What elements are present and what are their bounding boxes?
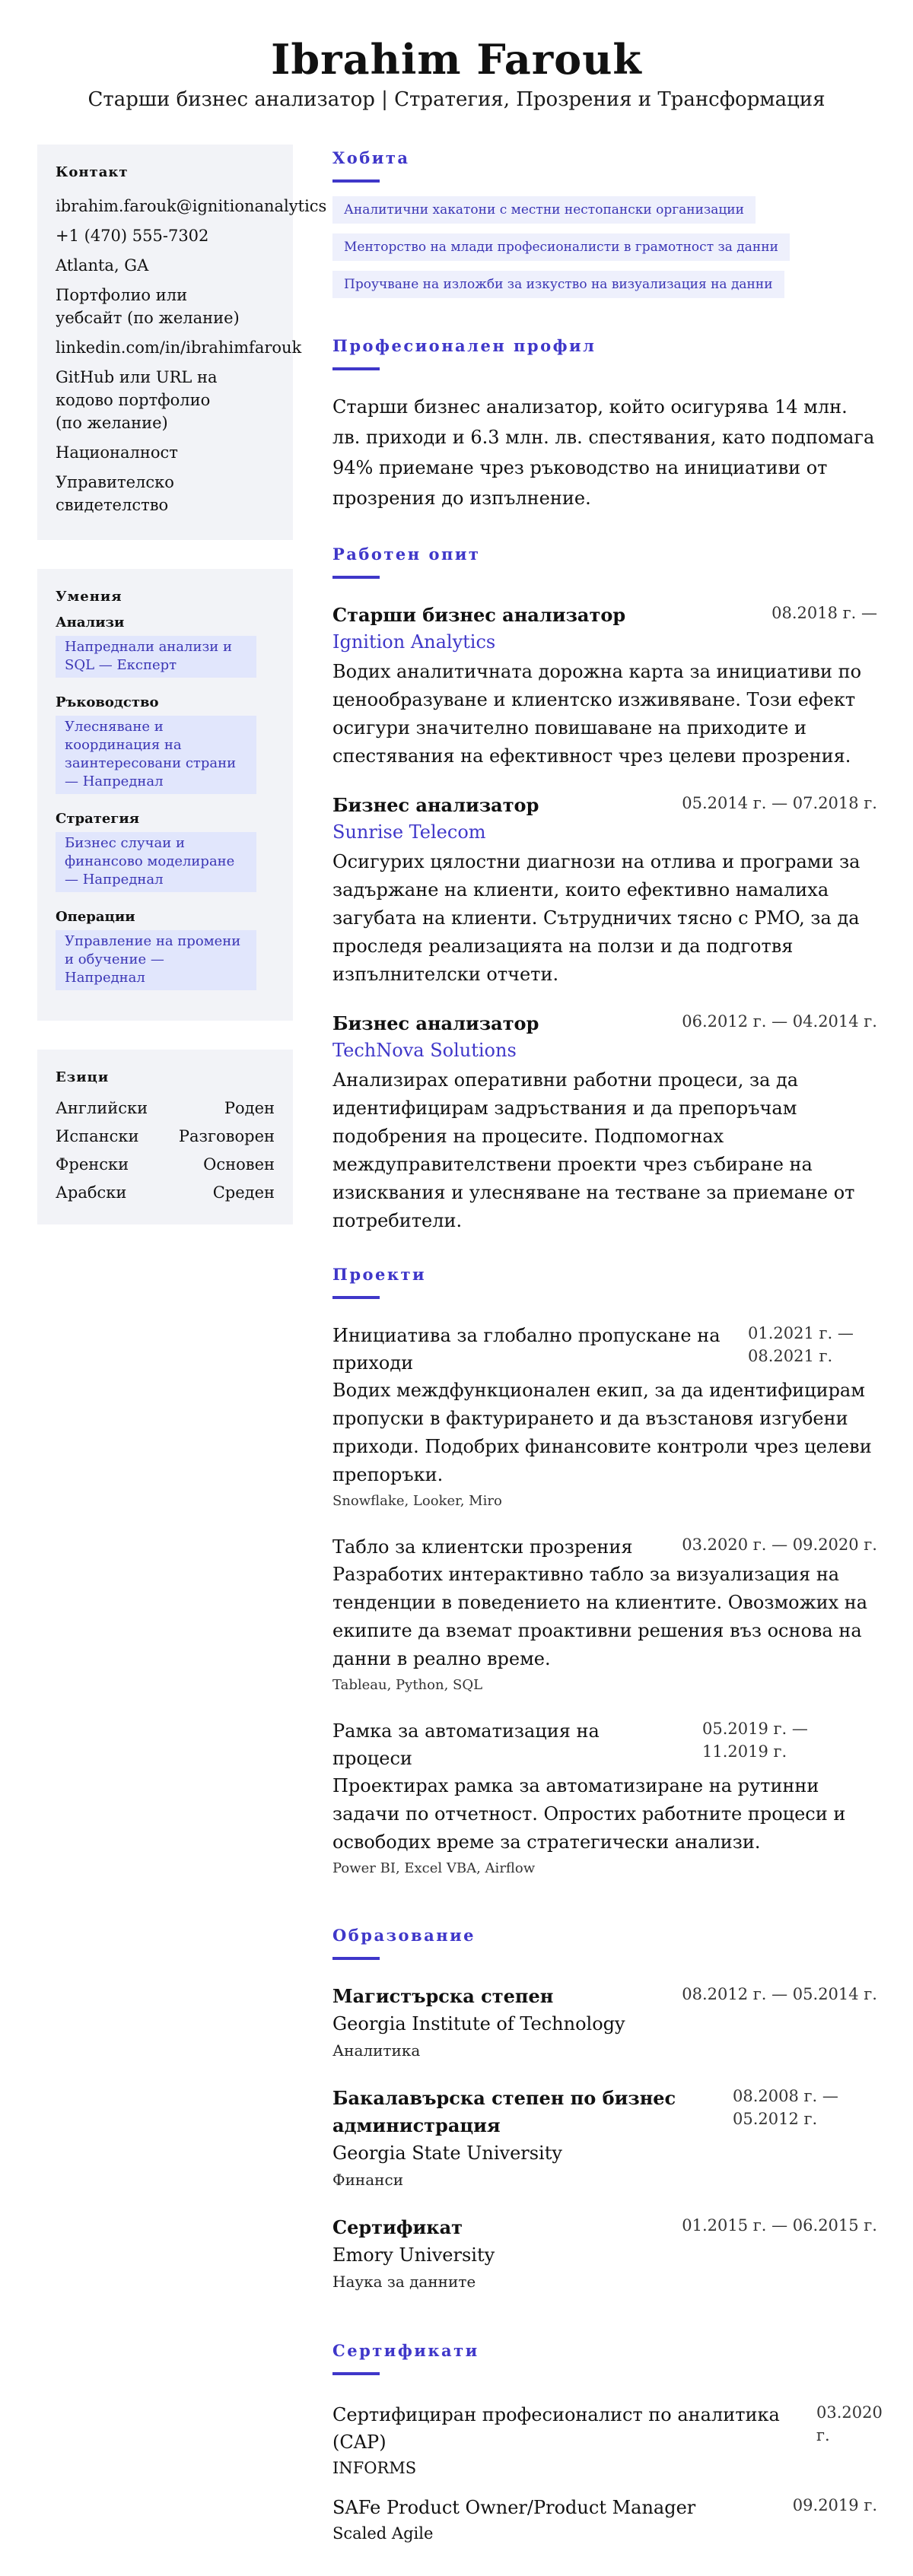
- school-name: Georgia Institute of Technology: [332, 2013, 625, 2034]
- project-entry: [332, 1322, 877, 1512]
- skill-chip: Улесняване и координация на заинтересовани страни — Напреднал: [56, 716, 256, 794]
- hobby-chip: Менторство на млади професионалисти в грамотност за данни: [332, 233, 790, 261]
- skill-group-title: Операции: [56, 909, 135, 925]
- job-title: Бизнес анализатор: [332, 1012, 539, 1034]
- entry-header: [332, 1533, 877, 1561]
- skill-group-title: Ръководство: [56, 694, 159, 710]
- job-description: Анализирах оперативни работни процеси, за да идентифицирам задръствания и да препоръчам подобрения на процесите. Подпомогнах междуправителствени проекти чрез събиране на изисквания и улесняване на тестване за приемане от потребители.: [332, 1069, 855, 1231]
- skills-title: Умения: [56, 589, 122, 605]
- language-name: Арабски: [56, 1183, 127, 1202]
- skill-chip: Бизнес случаи и финансово моделиране — Напреднал: [56, 832, 256, 892]
- education-date: 08.2008 г. — 05.2012 г.: [733, 2087, 838, 2128]
- language-row: [56, 1181, 275, 1204]
- language-name: Френски: [56, 1155, 129, 1174]
- section-divider: [332, 179, 380, 183]
- experience-entry: [332, 602, 877, 770]
- education-entry: [332, 2214, 877, 2295]
- field-of-study: Аналитика: [332, 2041, 421, 2060]
- project-name: Рамка за автоматизация на процеси: [332, 1720, 600, 1769]
- school-name: Georgia State University: [332, 2142, 562, 2164]
- section-divider: [332, 576, 380, 579]
- certifications-section: [332, 2325, 883, 2546]
- job-title: Старши бизнес анализатор: [332, 604, 626, 626]
- contact-linkedin[interactable]: linkedin.com/in/ibrahimfarouk: [56, 338, 302, 357]
- entry-header: [332, 1983, 877, 2010]
- hobby-chip: Аналитични хакатони с местни нестопански организации: [332, 196, 756, 224]
- project-tech: Power BI, Excel VBA, Airflow: [332, 1860, 536, 1876]
- language-row: [56, 1097, 275, 1120]
- education-entry: [332, 2085, 877, 2193]
- language-name: Английски: [56, 1099, 148, 1117]
- contact-location: Atlanta, GA: [56, 256, 149, 275]
- hobbies-section: [332, 145, 877, 308]
- skill-group-operations: [56, 909, 275, 990]
- project-name: Инициатива за глобално пропускане на приходи: [332, 1325, 721, 1374]
- certification-date: 03.2020 г.: [816, 2403, 883, 2444]
- contact-email[interactable]: ibrahim.farouk@ignitionanalytics: [56, 197, 327, 215]
- certification-date: 09.2019 г.: [792, 2496, 877, 2514]
- main-content: [332, 145, 883, 2576]
- education-date: 08.2012 г. — 05.2014 г.: [682, 1985, 877, 2003]
- contact-portfolio[interactable]: Портфолио или уебсайт (по желание): [56, 286, 240, 327]
- section-title-hobbies: Хобита: [332, 148, 410, 167]
- job-title: Бизнес анализатор: [332, 794, 539, 816]
- project-entry: [332, 1717, 877, 1879]
- certification-issuer: Scaled Agile: [332, 2524, 434, 2543]
- contact-phone[interactable]: +1 (470) 555-7302: [56, 227, 209, 245]
- contact-github[interactable]: GitHub или URL на кодово портфолио (по желание): [56, 368, 218, 432]
- profile-summary: Старши бизнес анализатор, който осигурява 14 млн. лв. приходи и 6.3 млн. лв. спестявания, като подпомага 94% приемане чрез ръководство на инициативи от прозрения до изпълнение.: [332, 396, 875, 509]
- project-tech: Snowflake, Looker, Miro: [332, 1493, 502, 1509]
- project-name: Табло за клиентски прозрения: [332, 1536, 633, 1558]
- language-row: [56, 1153, 275, 1176]
- project-tech: Tableau, Python, SQL: [332, 1677, 483, 1693]
- skill-group-title: Стратегия: [56, 811, 140, 827]
- skills-card: [37, 569, 293, 1021]
- project-entry: [332, 1533, 877, 1696]
- company-name: TechNova Solutions: [332, 1040, 517, 1061]
- job-description: Водих аналитичната дорожна карта за инициативи по ценообразуване и клиентско изживяване. Този ефект осигури значително повишаване на приходите и спестявания на ефективност чрез целеви прозрения.: [332, 661, 862, 767]
- project-date: 01.2021 г. — 08.2021 г.: [748, 1324, 854, 1365]
- section-divider: [332, 1296, 380, 1299]
- job-description: Осигурих цялостни диагнози на отлива и програми за задържане на клиенти, които ефективно намалиха загубата на клиенти. Сътрудничих тясно с PMO, за да проследя реализацията на ползи и да подготвя изпълнителски отчети.: [332, 851, 861, 985]
- education-section: [332, 1910, 877, 2295]
- job-date: 06.2012 г. — 04.2014 г.: [682, 1012, 877, 1031]
- project-description: Разработих интерактивно табло за визуализация на тенденции в поведението на клиентите. Овозможих на екипите да вземат проактивни решения въз основа на данни в реално време.: [332, 1564, 868, 1669]
- hobby-chip: Проучване на изложби за изкуство на визуализация на данни: [332, 271, 784, 298]
- skill-chip: Напреднали анализи и SQL — Експерт: [56, 636, 256, 678]
- school-name: Emory University: [332, 2244, 495, 2266]
- section-divider: [332, 367, 380, 370]
- entry-header: [332, 1010, 877, 1037]
- languages-title: Езици: [56, 1069, 110, 1085]
- skill-group-leadership: [56, 694, 275, 794]
- profile-section: [332, 335, 877, 513]
- degree-name: Магистърска степен: [332, 1985, 554, 2007]
- language-level: Среден: [212, 1183, 275, 1202]
- experience-entry: [332, 792, 877, 989]
- entry-header: [332, 602, 877, 629]
- job-date: 08.2018 г. —: [771, 604, 877, 622]
- field-of-study: Наука за данните: [332, 2273, 476, 2291]
- section-title-education: Образование: [332, 1926, 476, 1945]
- project-description: Проектирах рамка за автоматизиране на рутинни задачи по отчетност. Опростих работните процеси и освободих време за стратегически анализи.: [332, 1775, 846, 1853]
- entry-header: [332, 2214, 877, 2241]
- company-name: Sunrise Telecom: [332, 821, 486, 843]
- certification-name: SAFe Product Owner/Product Manager: [332, 2497, 696, 2518]
- language-name: Испански: [56, 1127, 139, 1145]
- skill-group-analytics: [56, 615, 275, 678]
- section-divider: [332, 1957, 380, 1960]
- resume-body: [0, 145, 913, 2576]
- language-level: Роден: [224, 1099, 275, 1117]
- candidate-name: Ibrahim Farouk: [271, 35, 642, 84]
- degree-name: Бакалавърска степен по бизнес администрация: [332, 2087, 676, 2136]
- entry-header: [332, 2085, 877, 2139]
- section-title-experience: Работен опит: [332, 545, 481, 564]
- entry-header: [332, 2494, 877, 2521]
- experience-entry: [332, 1010, 877, 1235]
- certification-entry: [332, 2494, 877, 2546]
- project-date: 05.2019 г. — 11.2019 г.: [702, 1720, 808, 1761]
- contact-license: Управителско свидетелство: [56, 473, 174, 514]
- hobby-list: [332, 196, 877, 308]
- section-title-profile: Професионален профил: [332, 336, 596, 355]
- skill-group-strategy: [56, 811, 275, 892]
- field-of-study: Финанси: [332, 2171, 404, 2189]
- section-title-projects: Проекти: [332, 1265, 427, 1284]
- language-level: Разговорен: [178, 1127, 275, 1145]
- degree-name: Сертификат: [332, 2216, 463, 2238]
- section-divider: [332, 2372, 380, 2375]
- job-date: 05.2014 г. — 07.2018 г.: [682, 794, 877, 812]
- candidate-subtitle: Старши бизнес анализатор | Стратегия, Прозрения и Трансформация: [87, 88, 826, 111]
- contact-nationality: Националност: [56, 443, 178, 462]
- experience-section: [332, 544, 877, 1235]
- certification-issuer: INFORMS: [332, 2459, 417, 2477]
- resume-header: [0, 0, 913, 145]
- language-row: [56, 1125, 275, 1148]
- certification-entry: [332, 2401, 883, 2480]
- section-title-certifications: Сертификати: [332, 2341, 479, 2360]
- education-entry: [332, 1983, 877, 2063]
- project-description: Водих междфункционален екип, за да идентифицирам пропуски в фактурирането и да възстановя изгубени приходи. Подобрих финансовите контроли чрез целеви препоръки.: [332, 1380, 872, 1485]
- contact-card: [37, 145, 327, 540]
- project-date: 03.2020 г. — 09.2020 г.: [682, 1536, 877, 1554]
- entry-header: [332, 792, 877, 819]
- company-name: Ignition Analytics: [332, 631, 496, 653]
- language-level: Основен: [203, 1155, 275, 1174]
- sidebar: [37, 145, 327, 1253]
- entry-header: [332, 1322, 877, 1377]
- contact-title: Контакт: [56, 164, 129, 180]
- projects-section: [332, 1264, 877, 1879]
- languages-card: [37, 1050, 293, 1224]
- certification-name: Сертифициран професионалист по аналитика (CAP): [332, 2404, 780, 2453]
- education-date: 01.2015 г. — 06.2015 г.: [682, 2216, 877, 2235]
- entry-header: [332, 2401, 883, 2456]
- skill-group-title: Анализи: [56, 615, 125, 631]
- skill-chip: Управление на промени и обучение — Напреднал: [56, 930, 256, 990]
- entry-header: [332, 1717, 877, 1772]
